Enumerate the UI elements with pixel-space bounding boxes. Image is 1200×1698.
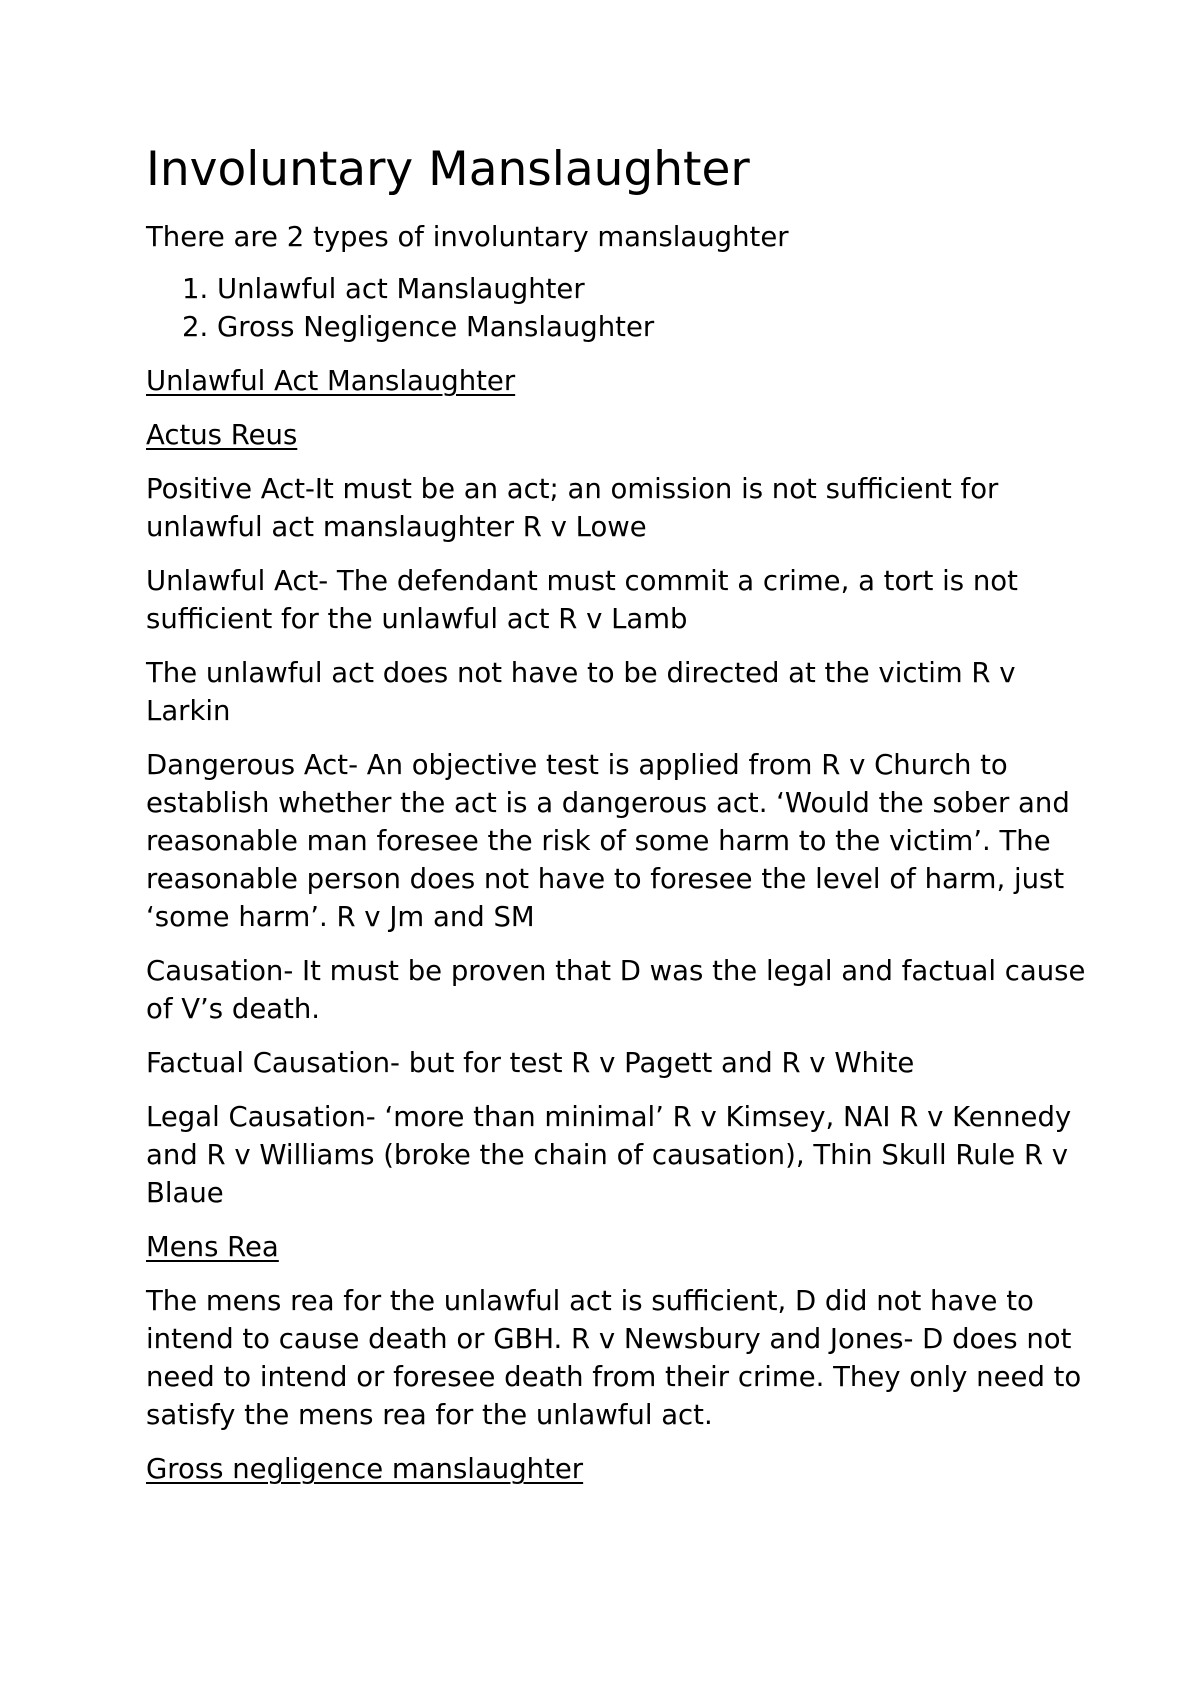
subheading-mens-rea: Mens Rea (146, 1231, 279, 1263)
paragraph-causation: Causation- It must be proven that D was the legal and factual cause of V’s death. (146, 955, 1086, 1025)
paragraph-mens-rea: The mens rea for the unlawful act is sufficient, D did not have to intend to cause death or GBH. R v Newsbury and Jones- D does not need to intend or foresee death from their crime. They only need to satisfy the mens rea for the unlawful act. (146, 1285, 1082, 1431)
intro-paragraph: There are 2 types of involuntary manslaughter (146, 221, 789, 253)
section-heading-unlawful-act: Unlawful Act Manslaughter (146, 365, 516, 397)
paragraph-directed-at-victim: The unlawful act does not have to be directed at the victim R v Larkin (146, 657, 1016, 727)
list-item: 1. Unlawful act Manslaughter (182, 273, 585, 305)
list-item: 2. Gross Negligence Manslaughter (182, 311, 655, 343)
paragraph-dangerous-act: Dangerous Act- An objective test is applied from R v Church to establish whether the act is a dangerous act. ‘Would the sober and reasonable man foresee the risk of some harm to the victim’. The reasonable person does not have to foresee the level of harm, just ‘some harm’. R v Jm and SM (146, 749, 1070, 933)
paragraph-legal-causation: Legal Causation- ‘more than minimal’ R v Kimsey, NAI R v Kennedy and R v Williams (broke the chain of causation), Thin Skull Rule R v Blaue (146, 1101, 1072, 1209)
paragraph-factual-causation: Factual Causation- but for test R v Pagett and R v White (146, 1047, 915, 1079)
paragraph-unlawful-act: Unlawful Act- The defendant must commit a crime, a tort is not sufficient for the unlawful act R v Lamb (146, 565, 1018, 635)
subheading-actus-reus: Actus Reus (146, 419, 298, 451)
types-list (146, 270, 1086, 346)
document-title: Involuntary Manslaughter (146, 142, 750, 197)
section-heading-gross-negligence: Gross negligence manslaughter (146, 1453, 584, 1485)
paragraph-positive-act: Positive Act-It must be an act; an omission is not sufficient for unlawful act manslaughter R v Lowe (146, 473, 999, 543)
document-page (146, 140, 1086, 1504)
